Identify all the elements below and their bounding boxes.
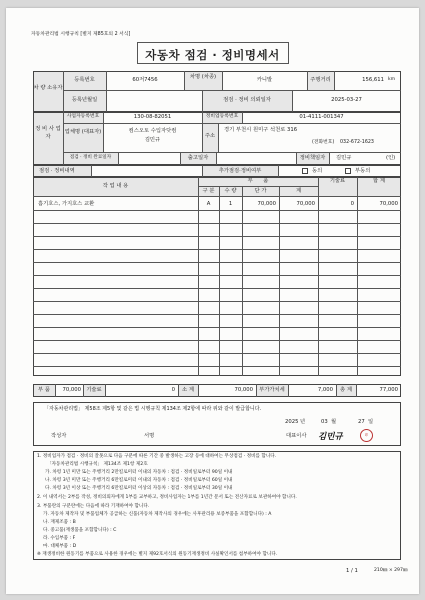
grand-total-label: 총 계 <box>340 387 352 393</box>
page-number: 1 / 1 <box>346 568 358 574</box>
agree-checkbox[interactable] <box>302 168 308 174</box>
mechanic-label: 정비책임자 <box>299 155 326 161</box>
col-parts: 부 품 <box>247 178 269 184</box>
agree-label: 동의 <box>312 168 323 174</box>
phone-label: (전화번호) <box>312 140 335 145</box>
labor-total-label: 기술료 <box>86 387 102 393</box>
note-recycled-engine: ※ 재생정비한 원동기를 부품으로 사용한 경우에는 별지 제92호서식의 원동기재생정비 사실확인서를 첨부하여야 합니다. <box>37 552 278 557</box>
legal-statement: 「자동차관리법」 제58조 제5항 및 같은 법 시행규칙 제134조 제2항에 따라 위와 같이 발급합니다. <box>44 406 262 412</box>
extra-inspection-label: 추가점검·정비여부 <box>218 168 262 174</box>
inspect-date-label: 점검 · 정비 완료일자 <box>69 155 112 160</box>
col-sum: 계 <box>295 188 302 194</box>
row-labor: 0 <box>350 201 354 207</box>
mechanic-value: 김민규 <box>336 155 352 161</box>
disagree-checkbox[interactable] <box>345 168 351 174</box>
issue-year-label: 년 <box>300 419 306 425</box>
release-date-label: 출고일자 <box>187 155 209 161</box>
row-type: A <box>206 201 211 207</box>
note-1a: 가. 차령 1년 미만 또는 주행거리 2만킬로미터 이내의 자동차 : 점검 · 정비일로부터 90일 이내 <box>45 470 233 475</box>
form-header-note: 자동차관리법 시행규칙 [별지 제85호의 2 서식] <box>31 32 131 37</box>
document-page <box>6 8 419 594</box>
note-1b: 나. 차령 3년 미만 또는 주행거리 6만킬로미터 이내의 자동차 : 점검 · 정비일로부터 60일 이내 <box>45 478 233 483</box>
parts-total-label: 부 품 <box>38 387 50 393</box>
biz-no-value: 130-08-82051 <box>133 114 172 120</box>
note-3e: 마. 대체부품 : D <box>43 544 77 549</box>
shop-section-label: 정 비 사 업 자 <box>35 126 61 140</box>
issue-day: 27 <box>358 419 365 425</box>
writer-sign-label: 서명 <box>144 433 155 439</box>
subtotal-value: 70,000 <box>234 387 253 393</box>
owner-section-label: 차 량 소유자 <box>33 85 63 91</box>
rep-label: 대표이사 <box>286 433 307 439</box>
note-1c: 다. 차령 3년 이상 또는 주행거리 6만킬로미터 이상의 자동차 : 점검 · 정비일로부터 30일 이내 <box>45 486 233 491</box>
mileage-value: 156,611 <box>362 77 384 83</box>
col-type: 구 분 <box>202 188 215 194</box>
row-work: 흡기호스, 가지호스 교환 <box>38 201 95 207</box>
note-1-ref: 「자동차관리법 시행규칙」 제134조 제1항 제2호 <box>47 462 148 467</box>
company-seal: 印 <box>360 429 373 442</box>
note-3b: 나. 재제조품 : B <box>43 520 76 525</box>
subtotal-label: 소 계 <box>182 387 194 393</box>
request-date-value: 2025-03-27 <box>331 97 362 103</box>
row-price: 70,000 <box>257 201 276 207</box>
col-qty: 수 량 <box>224 188 237 194</box>
rep-signature: 김민규 <box>318 432 343 442</box>
address-label: 주소 <box>204 133 216 139</box>
note-2: 2. 이 내역서는 2부를 작성, 정비의뢰자에게 1부를 교부하고, 정비사업자는 1부를 1년간 문서 또는 전산자료로 보관하여야 합니다. <box>37 495 297 500</box>
reg-date-label: 등록년월일 <box>71 97 98 103</box>
parts-total-value: 70,000 <box>62 387 81 393</box>
paper-size: 210㎜ × 297㎜ <box>374 568 408 573</box>
note-3: 3. 부품란의 구분란에는 다음에 따라 기재하여야 합니다. <box>37 504 150 509</box>
mechanic-seal: (인) <box>386 155 396 161</box>
col-work: 작 업 내 용 <box>102 183 129 189</box>
shop-reg-label: 정비업등록번호 <box>205 114 239 119</box>
row-qty: 1 <box>228 201 233 207</box>
note-1: 1. 정비업자가 점검 · 정비의 잘못으로 다음 구분에 따른 기간 중 발생하는 고장 등에 대하여는 무상점검 · 정비를 합니다. <box>37 454 277 459</box>
shop-reg-value: 01-4111-001347 <box>299 114 344 120</box>
writer-label: 작성자 <box>51 433 67 439</box>
row-sum: 70,000 <box>296 201 315 207</box>
labor-total-value: 0 <box>171 387 175 393</box>
address-value: 경기 부천시 원미구 석천로 316 <box>224 127 298 133</box>
row-total: 70,000 <box>379 201 398 207</box>
issue-day-label: 일 <box>368 419 374 425</box>
note-3c: 다. 중고품(재생품을 포함합니다) : C <box>43 528 117 533</box>
model-value: 카니발 <box>256 77 273 83</box>
vat-value: 7,000 <box>317 387 333 393</box>
reg-no-value: 60저7456 <box>132 77 158 83</box>
request-date-label: 점검 · 정비 의뢰일자 <box>223 97 271 103</box>
vat-label: 부가가치세 <box>259 387 285 393</box>
reg-no-label: 등록번호 <box>74 77 95 83</box>
details-label: 점검 · 정비내역 <box>39 168 75 174</box>
company-value: 컴스오토 수입자닷컴 <box>128 128 177 134</box>
issue-month-label: 월 <box>331 419 337 425</box>
col-price: 단 가 <box>254 188 267 194</box>
biz-no-label: 사업자등록번호 <box>66 114 100 119</box>
document-title: 자동차 점검 · 정비명세서 <box>145 48 280 62</box>
note-3d: 라. 수입부품 : F <box>43 536 76 541</box>
mileage-unit: km <box>388 77 396 82</box>
phone-value: 032-672-1623 <box>340 140 374 145</box>
col-labor: 기술료 <box>329 178 346 184</box>
disagree-label: 부동의 <box>355 168 371 174</box>
issue-month: 03 <box>321 419 328 425</box>
model-label: 차명 (차종) <box>189 74 217 80</box>
representative-value: 김민규 <box>144 137 161 143</box>
mileage-label: 주행거리 <box>310 77 331 83</box>
grand-total-value: 77,000 <box>379 387 398 393</box>
note-3a: 가. 자동차 제작자 및 부품업체가 공급하는 신품(자동차 제작사의 경우에는 사후관리용 보증부품을 포함합니다) : A <box>43 512 272 517</box>
col-total: 합 계 <box>373 178 385 184</box>
issue-year: 2025 <box>285 419 299 425</box>
company-label: 업체명 (대표자) <box>64 129 102 135</box>
